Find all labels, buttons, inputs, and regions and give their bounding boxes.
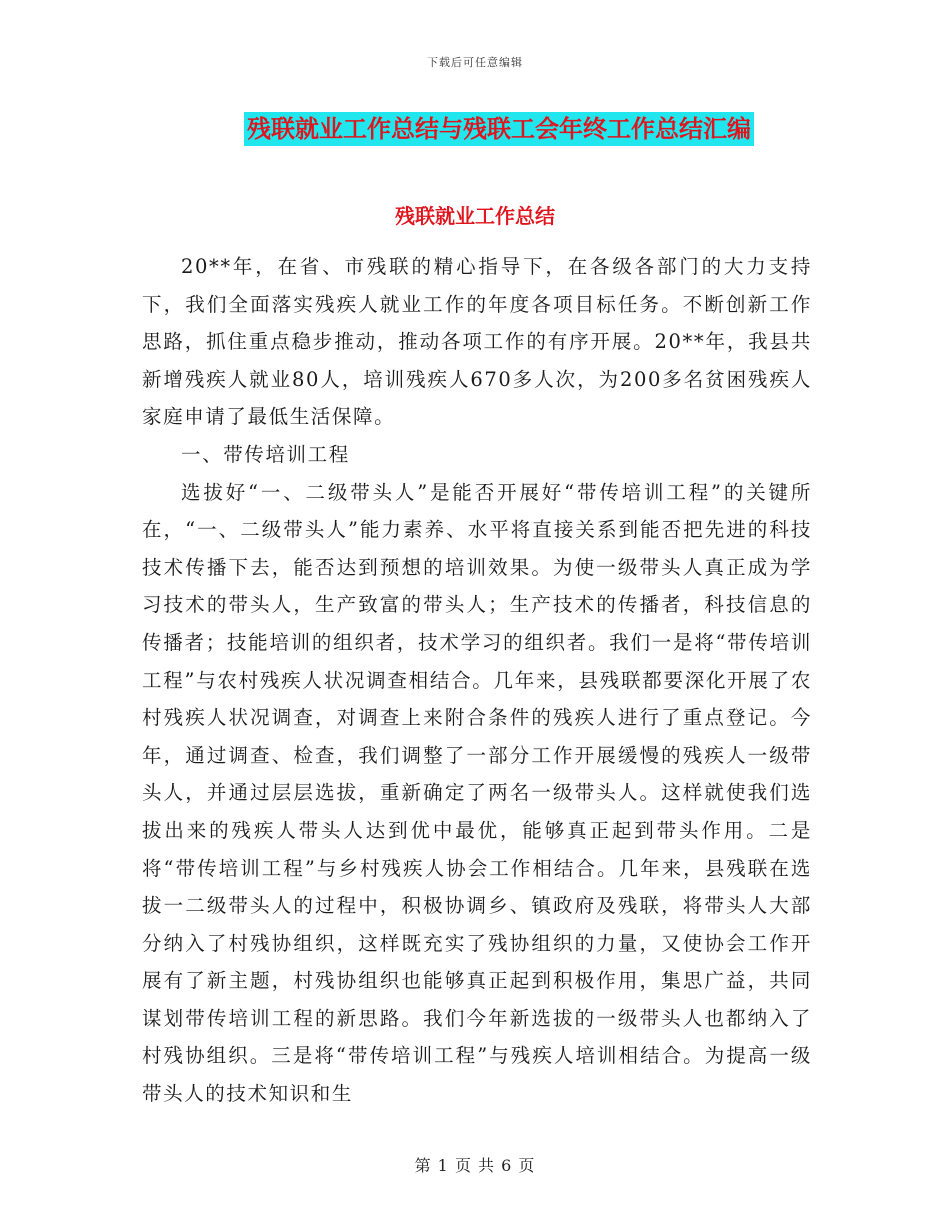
page-number-footer: 第 1 页 共 6 页 [414, 1156, 536, 1175]
section-title: 残联就业工作总结 [395, 204, 555, 228]
main-title-container [0, 112, 950, 146]
section-heading-paragraph: 一、带传培训工程 [181, 442, 350, 466]
document-body [142, 248, 812, 1113]
body-paragraph: 选拔好“一、二级带头人”是能否开展好“带传培训工程”的关键所在，“一、二级带头人”能力素养、水平将直接关系到能否把先进的科技技术传播下去，能否达到预想的培训效果。为使一级带头人真正成为学习技术的带头人，生产致富的带头人；生产技术的传播者，科技信息的传播者；技能培训的组织者，技术学习的组织者。我们一是将“带传培训工程”与农村残疾人状况调查相结合。几年来，县残联都要深化开展了农村残疾人状况调查，对调查上来附合条件的残疾人进行了重点登记。今年，通过调查、检查，我们调整了一部分工作开展缓慢的残疾人一级带头人，并通过层层选拔，重新确定了两名一级带头人。这样就使我们选拔出来的残疾人带头人达到优中最优，能够真正起到带头作用。二是将“带传培训工程”与乡村残疾人协会工作相结合。几年来，县残联在选拔一二级带头人的过程中，积极协调乡、镇政府及残联，将带头人大部分纳入了村残协组织，这样既充实了残协组织的力量，又使协会工作开展有了新主题，村残协组织也能够真正起到积极作用，集思广益，共同谋划带传培训工程的新思路。我们今年新选拔的一级带头人也都纳入了村残协组织。三是将“带传培训工程”与残疾人培训相结合。为提高一级带头人的技术知识和生 [142, 480, 812, 1106]
document-main-title: 残联就业工作总结与残联工会年终工作总结汇编 [244, 112, 754, 146]
download-edit-note: 下载后可任意编辑 [427, 56, 523, 69]
intro-paragraph: 20**年，在省、市残联的精心指导下，在各级各部门的大力支持下，我们全面落实残疾人就业工作的年度各项目标任务。不断创新工作思路，抓住重点稳步推动，推动各项工作的有序开展。20**年，我县共新增残疾人就业80人，培训残疾人670多人次，为200多名贫困残疾人家庭申请了最低生活保障。 [142, 255, 812, 429]
